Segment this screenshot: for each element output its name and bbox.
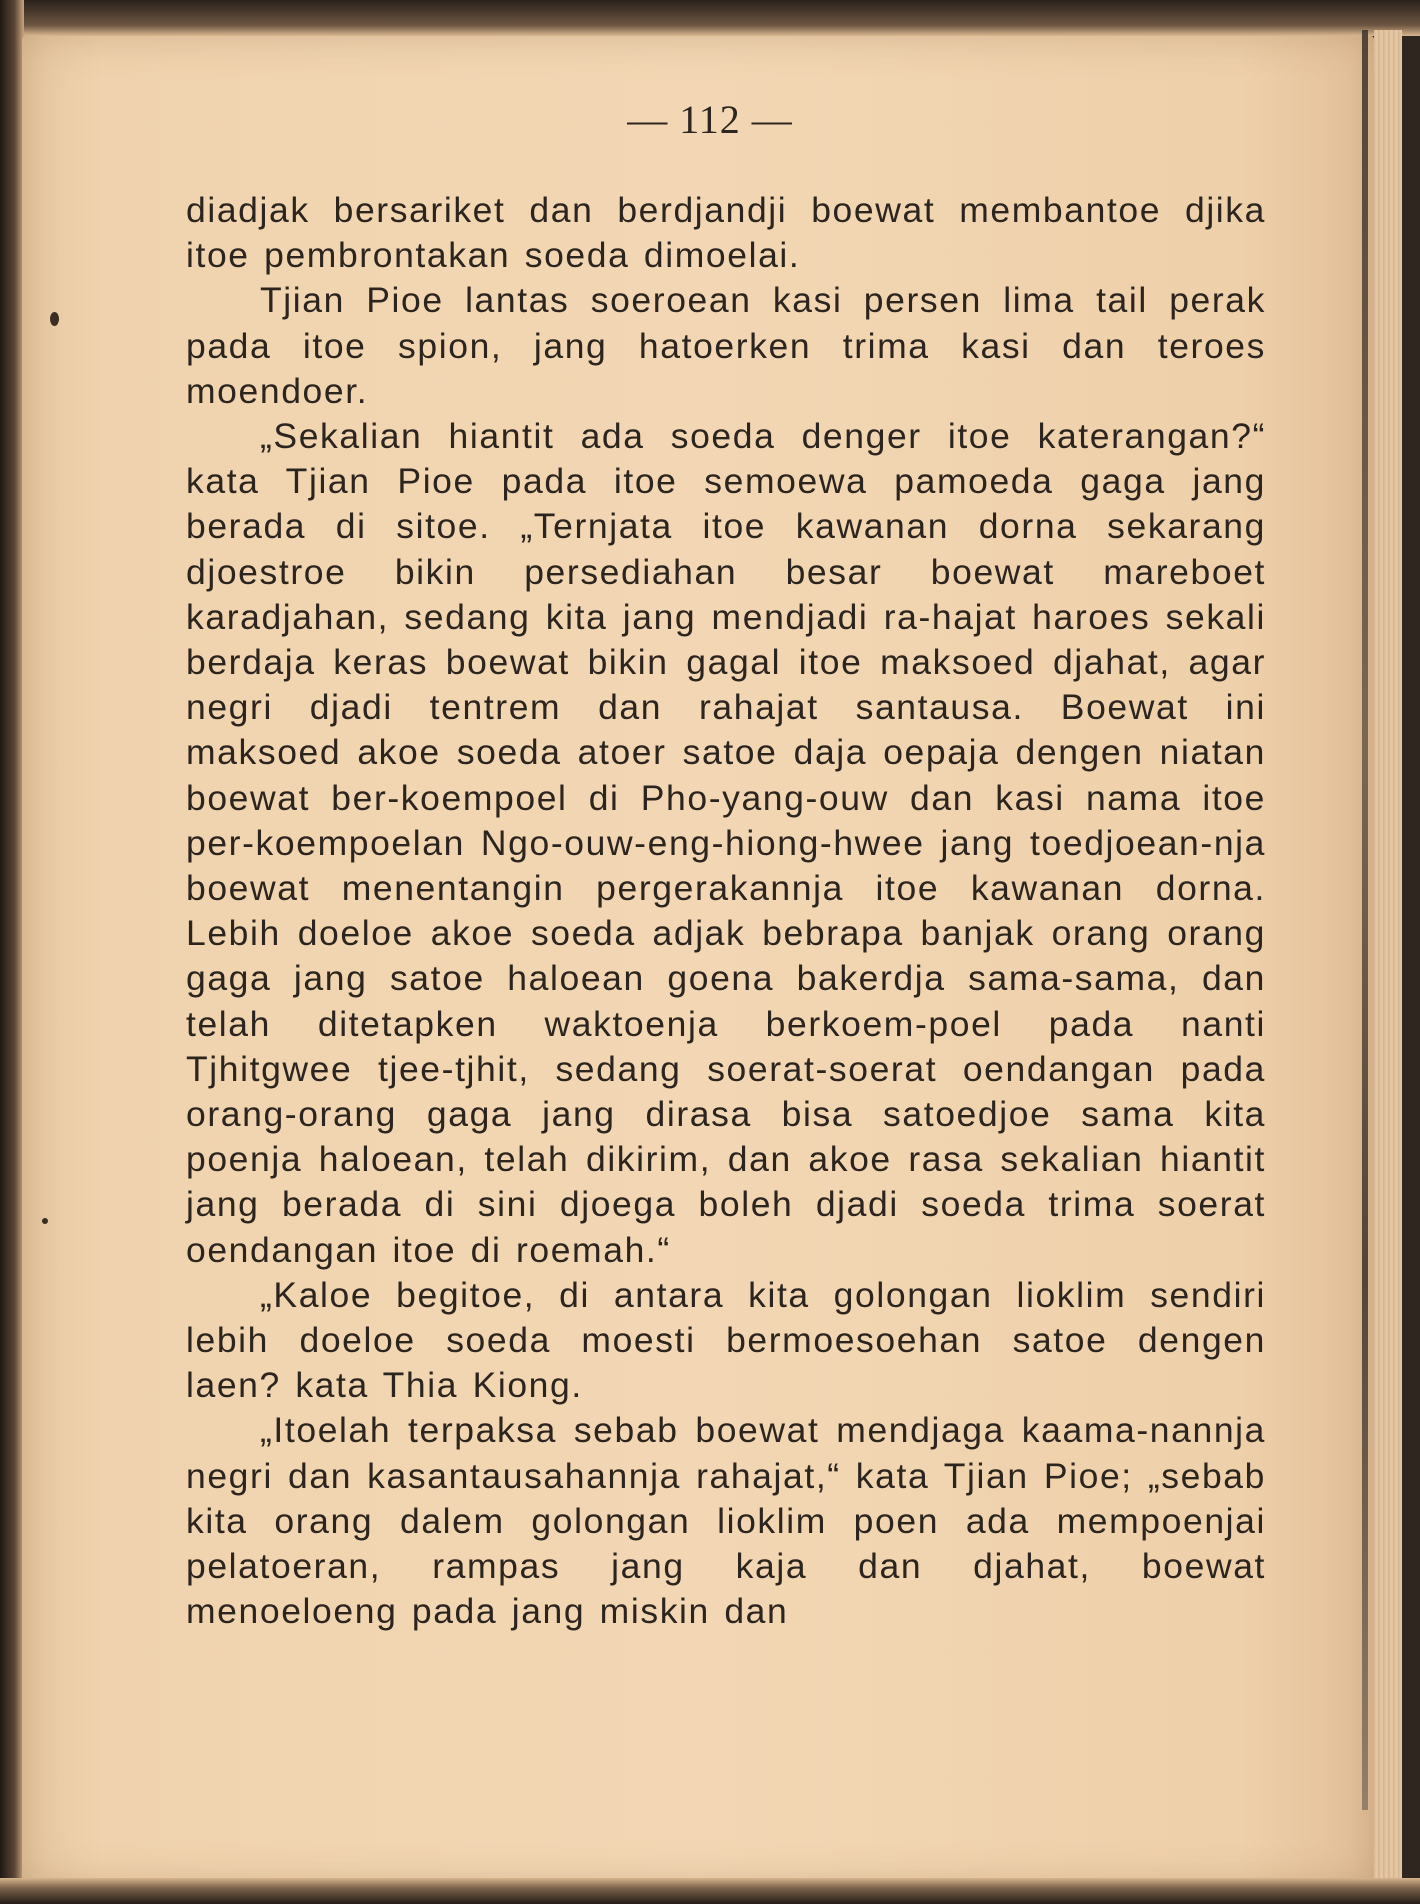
paragraph-4: „Kaloe begitoe, di antara kita golongan lioklim sendiri lebih doeloe soeda moesti bermoesoehan satoe dengen laen? kata Thia Kiong. [186, 1274, 1266, 1406]
scan-top-edge [0, 0, 1420, 36]
ink-speck [50, 312, 59, 326]
paragraph-3: „Sekalian hiantit ada soeda denger itoe katerangan?“ kata Tjian Pioe pada itoe semoewa pamoeda gaga jang berada di sitoe. „Ternjata itoe kawanan dorna sekarang djoestroe bikin persediahan besar boewat mareboet karadjahan, sedang kita jang mendjadi ra-hajat haroes sekali berdaja keras boewat bikin gagal itoe maksoed djahat, agar negri djadi tentrem dan rahajat santausa. Boewat ini maksoed akoe soeda atoer satoe daja oepaja dengen niatan boewat ber-koempoel di Pho-yang-ouw dan kasi nama itoe per-koempoelan Ngo-ouw-eng-hiong-hwee jang toedjoean-nja boewat menentangin pergerakannja itoe kawanan dorna. Lebih doeloe akoe soeda adjak bebrapa banjak orang orang gaga jang satoe haloean goena bakerdja sama-sama, dan telah ditetapken waktoenja berkoem-poel pada nanti Tjhitgwee tjee-tjhit, sedang soerat-soerat oendangan pada orang-orang gaga jang dirasa bisa satoedjoe sama kita poenja haloean, telah dikirim, dan akoe rasa sekalian hiantit jang berada di sini djoega boleh djadi soeda trima soerat oendangan itoe di roemah.“ [186, 416, 1266, 1270]
body-text [186, 188, 1266, 1635]
page-edges [1374, 30, 1402, 1890]
paragraph-1: diadjak bersariket dan berdjandji boewat membantoe djika itoe pembrontakan soeda dimoelai. [186, 190, 1266, 276]
ink-speck [42, 1218, 48, 1224]
scan-bottom-edge [0, 1878, 1420, 1904]
binding-shadow [1362, 30, 1368, 1810]
paragraph-2: Tjian Pioe lantas soeroean kasi persen lima tail perak pada itoe spion, jang hatoerken trima kasi dan teroes moendoer. [186, 280, 1266, 411]
paragraph-5: „Itoelah terpaksa sebab boewat mendjaga kaama-nannja negri dan kasantausahannja rahajat,“ kata Tjian Pioe; „sebab kita orang dalem golongan lioklim poen ada mempoenjai pelatoeran, rampas jang kaja dan djahat, boewat menoeloeng pada jang miskin dan [186, 1410, 1266, 1632]
page-number: — 112 — [627, 97, 793, 142]
book-spine [0, 0, 24, 1904]
